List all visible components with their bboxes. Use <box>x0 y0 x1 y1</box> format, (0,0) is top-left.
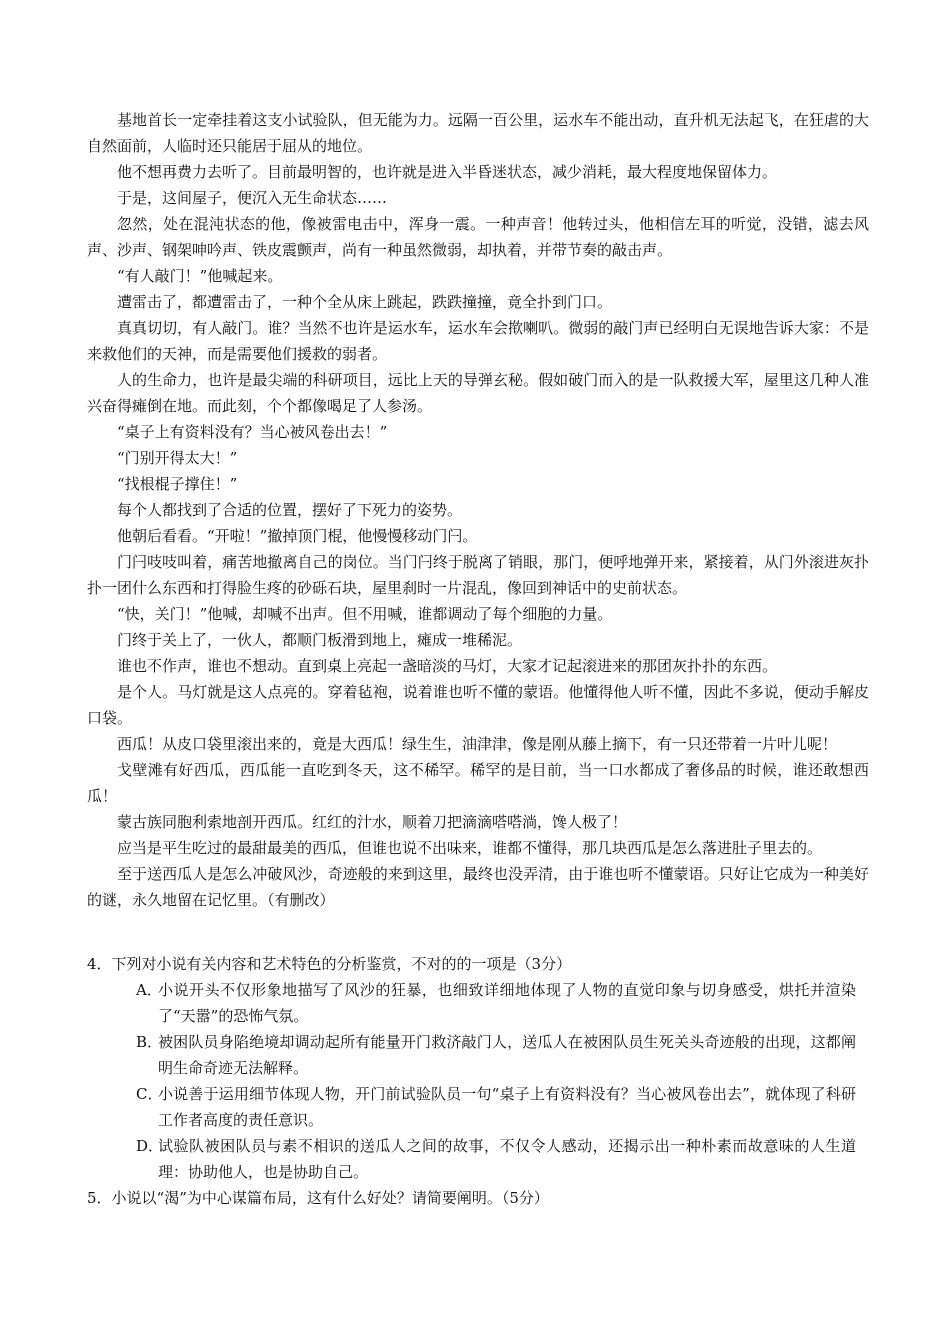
option-label: A． <box>136 981 162 999</box>
option-label: B． <box>136 1033 163 1051</box>
option-text: 小说开头不仅形象地描写了风沙的狂暴，也细致详细地体现了人物的直觉印象与切身感受，烘托并渲染了“天嚣”的恐怖气氛。 <box>158 981 856 1025</box>
paragraph: 每个人都找到了合适的位置，摆好了下死力的姿势。 <box>117 501 463 519</box>
paragraph: “找根棍子撑住！” <box>117 475 238 493</box>
option-b <box>136 1029 856 1081</box>
option-text: 小说善于运用细节体现人物，开门前试验队员一句“桌子上有资料没有？当心被风卷出去”，就体现了科研工作者高度的责任意识。 <box>158 1085 856 1129</box>
paragraph: 谁也不作声，谁也不想动。直到桌上亮起一盏暗淡的马灯，大家才记起滚进来的那团灰扑扑的东西。 <box>117 657 778 675</box>
paragraph: 门终于关上了，一伙人，都顺门板滑到地上，瘫成一堆稀泥。 <box>117 631 523 649</box>
paragraph: “桌子上有资料没有？当心被风卷出去！” <box>117 423 388 441</box>
questions-section <box>87 951 869 1211</box>
paragraph: 于是，这间屋子，便沉入无生命状态…… <box>117 189 388 207</box>
option-text: 试验队被困队员与素不相识的送瓜人之间的故事，不仅令人感动，还揭示出一种朴素而故意味的人生道理：协助他人，也是协助自己。 <box>158 1137 856 1181</box>
option-c <box>136 1081 856 1133</box>
paragraph: 应当是平生吃过的最甜最美的西瓜，但谁也说不出味来，谁都不懂得，那几块西瓜是怎么落进肚子里去的。 <box>117 839 823 857</box>
paragraph: “快，关门！”他喊，却喊不出声。但不用喊，谁都调动了每个细胞的力量。 <box>117 605 613 623</box>
paragraph: 基地首长一定牵挂着这支小试验队，但无能为力。远隔一百公里，运水车不能出动，直升机无法起飞，在狂虐的大自然面前，人临时还只能居于屈从的地位。 <box>87 111 869 155</box>
paragraph: 忽然，处在混沌状态的他，像被雷电击中，浑身一震。一种声音！他转过头，他相信左耳的听觉，没错，滤去风声、沙声、钢架呻吟声、铁皮震颤声，尚有一种虽然微弱，却执着，并带节奏的敲击声。 <box>87 215 869 259</box>
option-label: D． <box>136 1137 164 1155</box>
paragraph: 他不想再费力去听了。目前最明智的，也许就是进入半昏迷状态，减少消耗，最大程度地保留体力。 <box>117 163 778 181</box>
option-a <box>136 977 856 1029</box>
paragraph: 遭雷击了，都遭雷击了，一种个全从床上跳起，跌跌撞撞，竟全扑到门口。 <box>117 293 613 311</box>
paragraph: 蒙古族同胞利索地剖开西瓜。红红的汁水，顺着刀把滴滴嗒嗒淌，馋人极了！ <box>117 813 628 831</box>
story-passage <box>87 107 869 913</box>
paragraph: “门别开得太大！” <box>117 449 238 467</box>
question-4-options <box>136 977 856 1185</box>
paragraph: 他朝后看看。“开啦！”撤掉顶门棍，他慢慢移动门闩。 <box>117 527 478 545</box>
question-5-stem: 5．小说以“渴”为中心谋篇布局，这有什么好处？请简要阐明。（5分） <box>87 1189 549 1207</box>
paragraph: 人的生命力，也许是最尖端的科研项目，远比上天的导弹玄秘。假如破门而入的是一队救援大军，屋里这几种人准兴奋得瘫倒在地。而此刻，个个都像喝足了人参汤。 <box>87 371 869 415</box>
question-4-stem: 4．下列对小说有关内容和艺术特色的分析鉴赏，不对的的一项是（3分） <box>87 955 572 973</box>
paragraph: 至于送西瓜人是怎么冲破风沙，奇迹般的来到这里，最终也没弄清，由于谁也听不懂蒙语。只好让它成为一种美好的谜，永久地留在记忆里。（有删改） <box>87 865 869 909</box>
paragraph: 戈壁滩有好西瓜，西瓜能一直吃到冬天，这不稀罕。稀罕的是目前，当一口水都成了奢侈品的时候，谁还敢想西瓜！ <box>87 761 869 805</box>
paragraph: 门闩吱吱叫着，痛苦地撤离自己的岗位。当门闩终于脱离了销眼，那门，便呼地弹开来，紧接着，从门外滚进灰扑扑一团什么东西和打得脸生疼的砂砾石块，屋里刹时一片混乱，像回到神话中的史前状态。 <box>87 553 869 597</box>
paragraph: “有人敲门！”他喊起来。 <box>117 267 283 285</box>
paragraph: 真真切切，有人敲门。谁？当然不也许是运水车，运水车会揿喇叭。微弱的敲门声已经明白无误地告诉大家：不是来救他们的天神，而是需要他们援救的弱者。 <box>87 319 869 363</box>
paragraph: 西瓜！从皮口袋里滚出来的，竟是大西瓜！绿生生，油津津，像是刚从藤上摘下，有一只还带着一片叶儿呢！ <box>117 735 838 753</box>
option-text: 被困队员身陷绝境却调动起所有能量开门救济敲门人，送瓜人在被困队员生死关头奇迹般的出现，这都阐明生命奇迹无法解释。 <box>158 1033 856 1077</box>
paragraph: 是个人。马灯就是这人点亮的。穿着毡袍，说着谁也听不懂的蒙语。他懂得他人听不懂，因此不多说，便动手解皮口袋。 <box>87 683 869 727</box>
option-label: C． <box>136 1085 163 1103</box>
option-d <box>136 1133 856 1185</box>
